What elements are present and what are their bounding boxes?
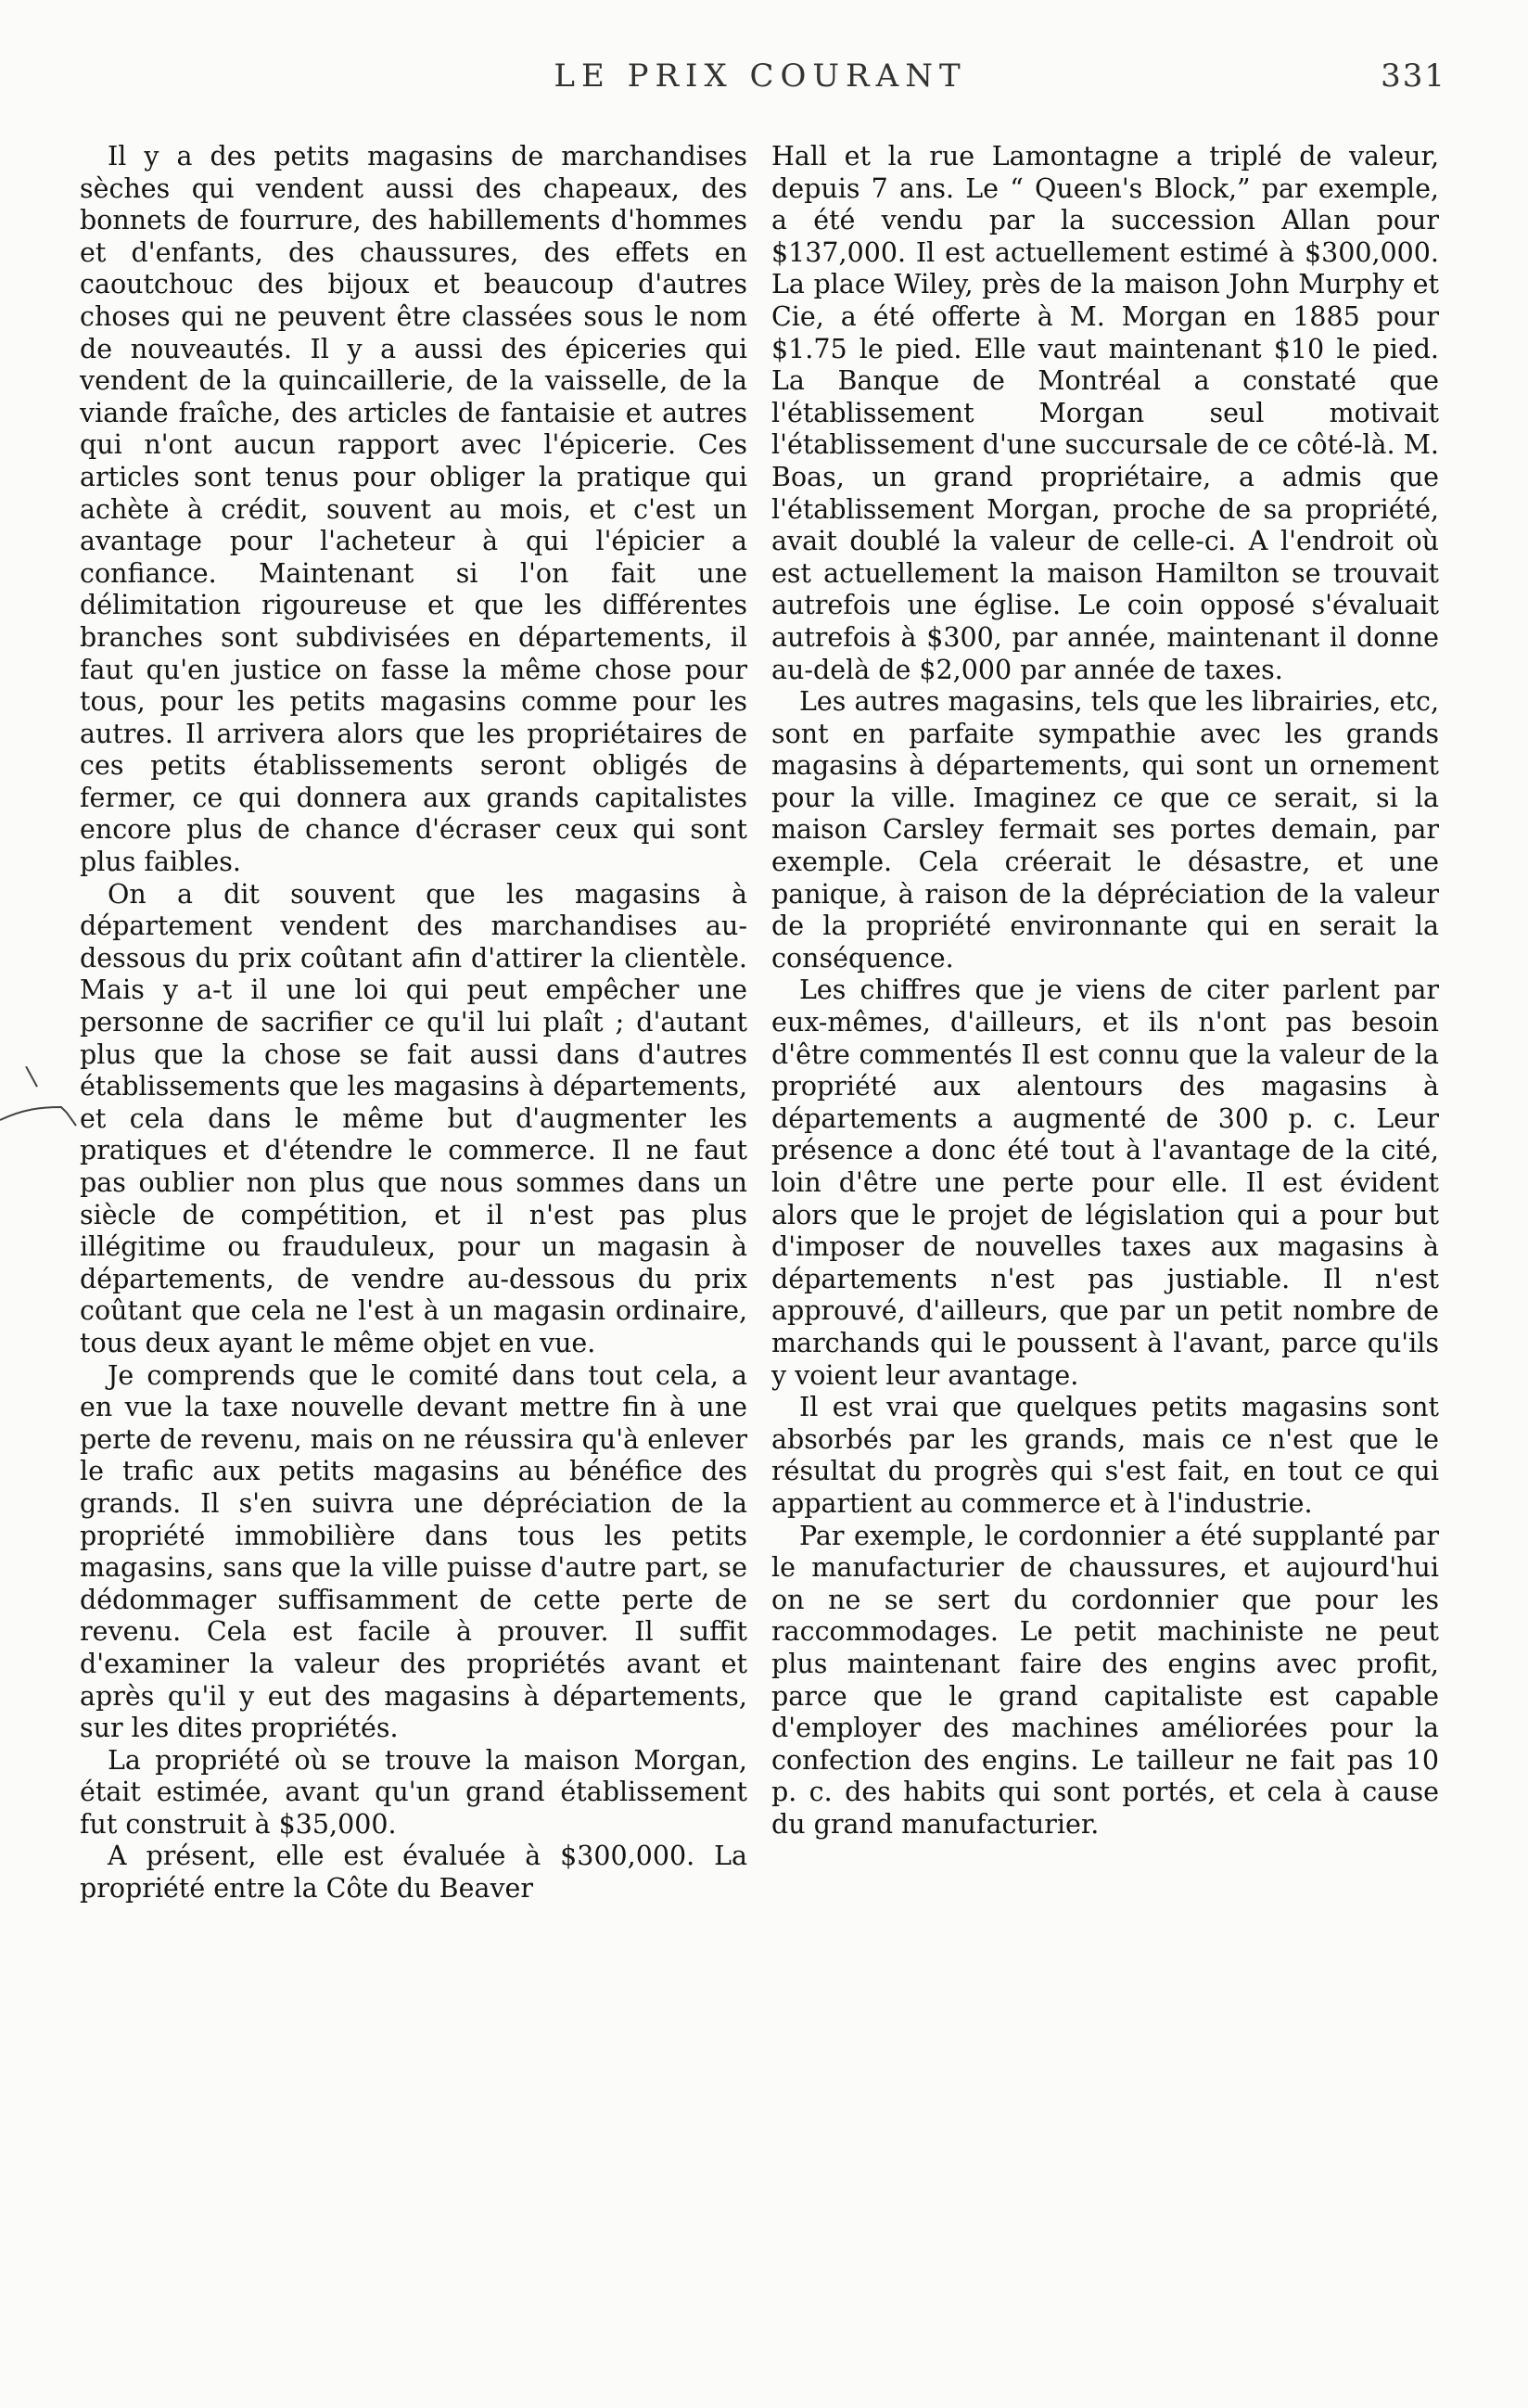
running-head [0,48,1528,113]
paragraph: Par exemple, le cordonnier a été supplanté par le manufacturier de chaussures, et aujourd'hui on ne se sert du cordonnier que pour les raccommodages. Le petit machiniste ne peut plus maintenant faire des engins avec profit, parce que le grand capitaliste est capable d'employer des machines améliorées pour la confection des engins. Le tailleur ne fait pas 10 p. c. des habits qui sont portés, et cela à cause du grand manufacturier. [771,1520,1439,1840]
paragraph: Les chiffres que je viens de citer parlent par eux-mêmes, d'ailleurs, et ils n'ont pas besoin d'être commentés Il est connu que la valeur de la propriété aux alentours des magasins à départements a augmenté de 300 p. c. Leur présence a donc été tout à l'avantage de la cité, loin d'être une perte pour elle. Il est évident alors que le projet de législation qui a pour but d'imposer de nouvelles taxes aux magasins à départements n'est pas justiable. Il n'est approuvé, d'ailleurs, que par un petit nombre de marchands qui le poussent à l'avant, parce qu'ils y voient leur avantage. [771,975,1439,1391]
left-column [80,141,747,1905]
right-column [771,141,1439,1841]
paragraph: Il est vrai que quelques petits magasins sont absorbés par les grands, mais ce n'est que le résultat du progrès qui s'est fait, en tout ce qui appartient au commerce et à l'industrie. [771,1392,1439,1519]
page-header-title: LE PRIX COURANT [554,57,967,95]
page-number: 331 [1381,57,1446,95]
paragraph: Les autres magasins, tels que les librairies, etc, sont en parfaite sympathie avec les grands magasins à départements, qui sont un ornement pour la ville. Imaginez ce que ce serait, si la maison Carsley fermait ses portes demain, par exemple. Cela créerait le désastre, et une panique, à raison de la dépréciation de la valeur de la propriété environnante qui en serait la conséquence. [771,686,1439,974]
paragraph: Il y a des petits magasins de marchandises sèches qui vendent aussi des chapeaux, des bonnets de fourrure, des habillements d'hommes et d'enfants, des chaussures, des effets en caoutchouc des bijoux et beaucoup d'autres choses qui ne peuvent être classées sous le nom de nouveautés. Il y a aussi des épiceries qui vendent de la quincaillerie, de la vaisselle, de la viande fraîche, des articles de fantaisie et autres qui n'ont aucun rapport avec l'épicerie. Ces articles sont tenus pour obliger la pratique qui achète à crédit, souvent au mois, et c'est un avantage pour l'acheteur à qui l'épicier a confiance. Maintenant si l'on fait une délimitation rigoureuse et que les différentes branches sont subdivisées en départements, il faut qu'en justice on fasse la même chose pour tous, pour les petits magasins comme pour les autres. Il arrivera alors que les propriétaires de ces petits établissements seront obligés de fermer, ce qui donnera aux grands capitalistes encore plus de chance d'écraser ceux qui sont plus faibles. [80,141,747,878]
paragraph: On a dit souvent que les magasins à département vendent des marchandises au-dessous du prix coûtant afin d'attirer la clientèle. Mais y a-t il une loi qui peut empêcher une personne de sacrifier ce qu'il lui plaît ; d'autant plus que la chose se fait aussi dans d'autres établissements que les magasins à départements, et cela dans le même but d'augmenter les pratiques et d'étendre le commerce. Il ne faut pas oublier non plus que nous sommes dans un siècle de compétition, et il n'est pas plus illégitime ou frauduleux, pour un magasin à départements, de vendre au-dessous du prix coûtant que cela ne l'est à un magasin ordinaire, tous deux ayant le même objet en vue. [80,878,747,1358]
paragraph: Hall et la rue Lamontagne a triplé de valeur, depuis 7 ans. Le “ Queen's Block,” par exemple, a été vendu par la succession Allan pour $137,000. Il est actuellement estimé à $300,000. La place Wiley, près de la maison John Murphy et Cie, a été offerte à M. Morgan en 1885 pour $1.75 le pied. Elle vaut maintenant $10 le pied. La Banque de Montréal a constaté que l'établissement Morgan seul motivait l'établissement d'une succursale de ce côté-là. M. Boas, un grand propriétaire, a admis que l'établissement Morgan, proche de sa propriété, avait doublé la valeur de celle-ci. A l'endroit où est actuellement la maison Hamilton se trouvait autrefois une église. Le coin opposé s'évaluait autrefois à $300, par année, maintenant il donne au-delà de $2,000 par année de taxes. [771,141,1439,685]
paragraph: Je comprends que le comité dans tout cela, a en vue la taxe nouvelle devant mettre fin à une perte de revenu, mais on ne réussira qu'à enlever le trafic aux petits magasins au bénéfice des grands. Il s'en suivra une dépréciation de la propriété immobilière dans tous les petits magasins, sans que la ville puisse d'autre part, se dédommager suffisamment de cette perte de revenu. Cela est facile à prouver. Il suffit d'examiner la valeur des propriétés avant et après qu'il y eut des magasins à départements, sur les dites propriétés. [80,1359,747,1744]
paragraph: La propriété où se trouve la maison Morgan, était estimée, avant qu'un grand établissement fut construit à $35,000. [80,1744,747,1840]
margin-pencil-mark [0,1066,83,1140]
paragraph: A présent, elle est évaluée à $300,000. La propriété entre la Côte du Beaver [80,1841,747,1905]
